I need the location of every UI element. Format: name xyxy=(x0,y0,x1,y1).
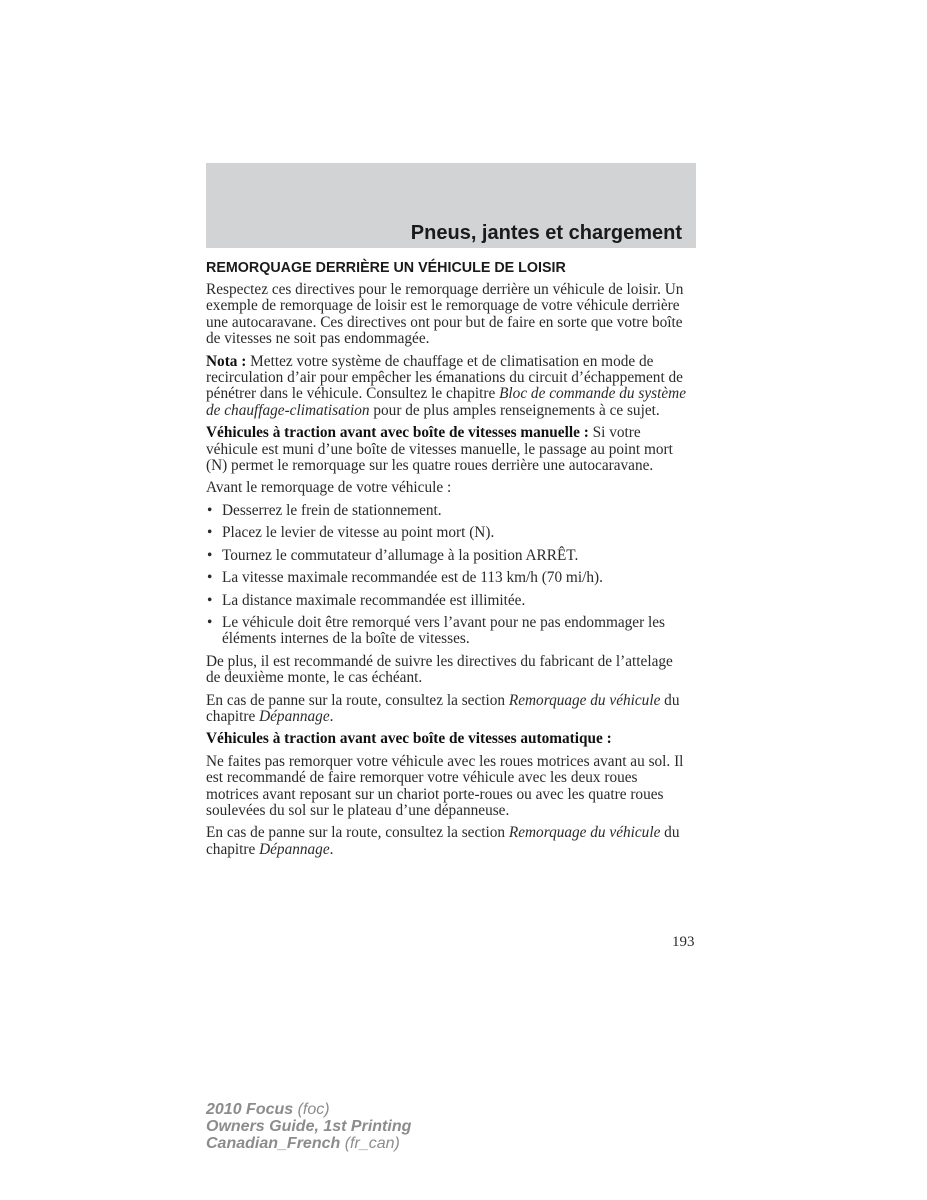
footer-language-code: (fr_can) xyxy=(340,1135,400,1152)
before-towing-text: Avant le remorquage de votre véhicule : xyxy=(206,479,452,497)
list-item: • Desserrez le frein de stationnement. xyxy=(206,503,690,519)
text: . xyxy=(329,707,334,725)
footer-model: 2010 Focus xyxy=(206,1101,294,1118)
text: . xyxy=(329,840,334,858)
list-item: • La distance maximale recommandée est illimitée. xyxy=(206,593,690,609)
manual-paragraph xyxy=(206,425,690,474)
automatic-paragraph: Ne faites pas remorquer votre véhicule avec les roues motrices avant au sol. Il est recommandé de faire remorquer votre véhicule avec les deux roues motrices avant reposant sur un chariot porte-roues ou avec les quatre roues soulevées du sol sur le plateau d’une dépanneuse. xyxy=(206,752,684,819)
manual-label: Véhicules à traction avant avec boîte de vitesses manuelle : xyxy=(206,424,589,442)
footer-language: Canadian_French xyxy=(206,1135,341,1152)
chapter-reference: Dépannage xyxy=(259,707,330,725)
page-content xyxy=(206,260,690,864)
note-text: Mettez votre système de chauffage et de climatisation en mode de recirculation d’air pour empêcher les émanations du circuit d’échappement de pénétrer dans le véhicule. Consultez le chapitre xyxy=(206,352,683,403)
list-item: • Tournez le commutateur d’allumage à la position ARRÊT. xyxy=(206,548,690,564)
chapter-reference: Dépannage xyxy=(259,840,330,858)
print-footer xyxy=(206,1101,411,1152)
towing-steps-list xyxy=(206,503,690,648)
breakdown-paragraph-2 xyxy=(206,825,690,858)
breakdown-paragraph xyxy=(206,693,690,726)
chapter-title: Pneus, jantes et chargement xyxy=(410,222,682,244)
footer-model-code: (foc) xyxy=(293,1101,330,1118)
note-label: Nota : xyxy=(206,352,247,370)
note-text-end: pour de plus amples renseignements à ce sujet. xyxy=(369,401,660,419)
note-paragraph xyxy=(206,354,690,420)
additional-paragraph: De plus, il est recommandé de suivre les directives du fabricant de l’attelage de deuxième monte, le cas échéant. xyxy=(206,652,673,687)
list-item: • Le véhicule doit être remorqué vers l’avant pour ne pas endommager les éléments internes de la boîte de vitesses. xyxy=(206,615,690,648)
list-item: • La vitesse maximale recommandée est de 113 km/h (70 mi/h). xyxy=(206,570,690,586)
text: du chapitre xyxy=(206,691,680,725)
list-item: • Placez le levier de vitesse au point mort (N). xyxy=(206,525,690,541)
text: du chapitre xyxy=(206,824,680,858)
section-heading: REMORQUAGE DERRIÈRE UN VÉHICULE DE LOISIR xyxy=(206,260,566,276)
page-number: 193 xyxy=(672,934,695,950)
automatic-heading xyxy=(206,731,690,747)
text: En cas de panne sur la route, consultez la section xyxy=(206,824,509,842)
note-reference: Bloc de commande du système de chauffage-climatisation xyxy=(206,385,686,419)
manual-text: Si votre véhicule est muni d’une boîte de vitesses manuelle, le passage au point mort (N) permet le remorquage sur les quatre roues derrière une autocaravane. xyxy=(206,424,673,475)
intro-paragraph: Respectez ces directives pour le remorquage derrière un véhicule de loisir. Un exemple de remorquage de loisir est le remorquage de votre véhicule derrière une autocaravane. Ces directives ont pour but de faire en sorte que votre boîte de vitesses ne soit pas endommagée. xyxy=(206,281,684,348)
chapter-header xyxy=(206,163,696,248)
text: En cas de panne sur la route, consultez la section xyxy=(206,691,509,709)
automatic-label: Véhicules à traction avant avec boîte de vitesses automatique : xyxy=(206,730,612,748)
section-reference: Remorquage du véhicule xyxy=(508,824,661,842)
footer-guide: Owners Guide, 1st Printing xyxy=(206,1118,412,1135)
section-reference: Remorquage du véhicule xyxy=(508,691,661,709)
